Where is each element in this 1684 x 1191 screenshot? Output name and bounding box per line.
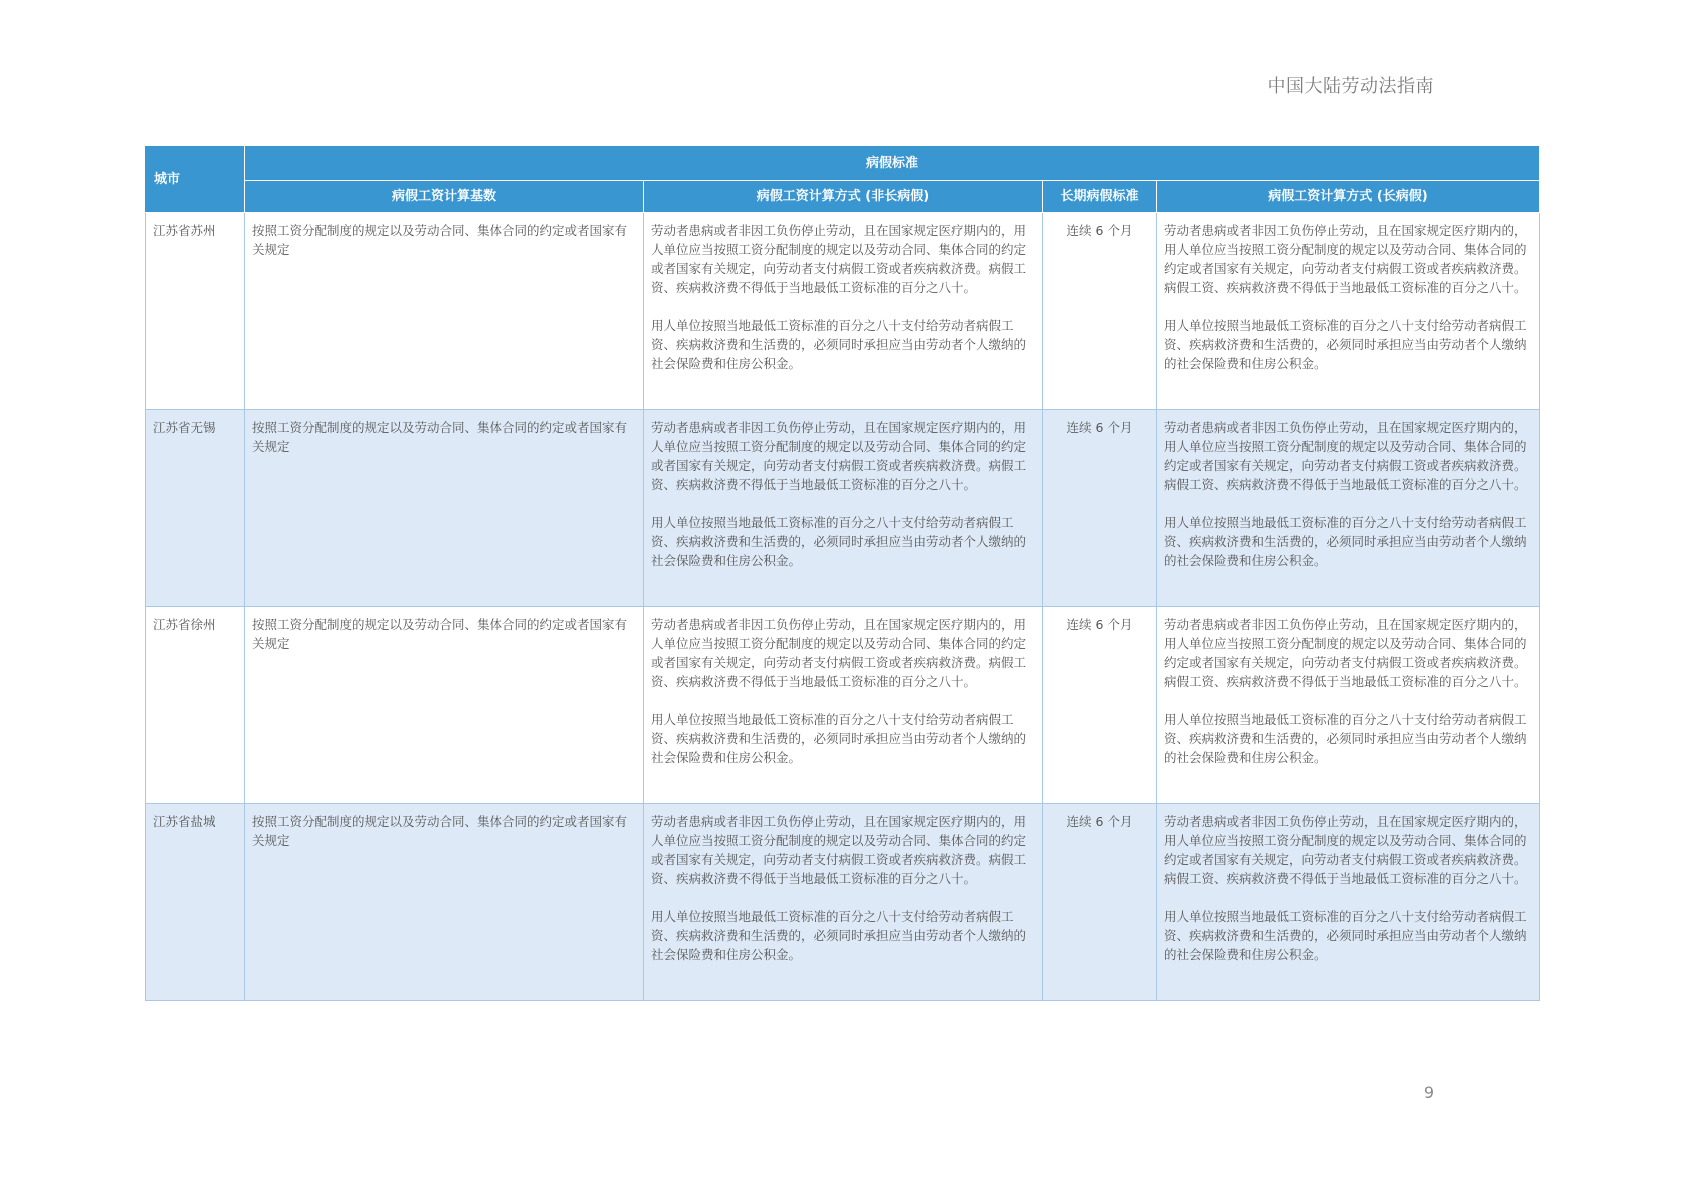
normal-calculation-paragraph: 劳动者患病或者非因工负伤停止劳动，且在国家规定医疗期内的，用人单位应当按照工资分配制度的规定以及劳动合同、集体合同的约定或者国家有关规定，向劳动者支付病假工资或者疾病救济费。病假工资、疾病救济费不得低于当地最低工资标准的百分之八十。 — [651, 420, 1027, 492]
normal-calculation-cell — [644, 410, 1043, 607]
city-cell: 江苏省无锡 — [146, 410, 245, 607]
long-term-calculation-paragraph: 用人单位按照当地最低工资标准的百分之八十支付给劳动者病假工资、疾病救济费和生活费的，必须同时承担应当由劳动者个人缴纳的社会保险费和住房公积金。 — [1164, 712, 1527, 765]
long-term-standard-cell: 连续 6 个月 — [1043, 607, 1157, 804]
page-number: 9 — [1423, 1083, 1434, 1102]
column-header-long-term-calculation: 病假工资计算方式 (长病假) — [1157, 181, 1540, 213]
wage-basis-cell: 按照工资分配制度的规定以及劳动合同、集体合同的约定或者国家有关规定 — [245, 804, 644, 1001]
table-row — [146, 607, 1540, 804]
city-cell: 江苏省苏州 — [146, 213, 245, 410]
long-term-calculation-cell — [1157, 607, 1540, 804]
long-term-calculation-cell — [1157, 213, 1540, 410]
sick-leave-table — [145, 145, 1540, 1001]
normal-calculation-paragraph: 劳动者患病或者非因工负伤停止劳动，且在国家规定医疗期内的，用人单位应当按照工资分配制度的规定以及劳动合同、集体合同的约定或者国家有关规定，向劳动者支付病假工资或者疾病救济费。病假工资、疾病救济费不得低于当地最低工资标准的百分之八十。 — [651, 814, 1027, 886]
table-body — [146, 213, 1540, 1001]
long-term-standard-cell: 连续 6 个月 — [1043, 410, 1157, 607]
column-header-city: 城市 — [146, 146, 245, 213]
table-row — [146, 804, 1540, 1001]
table-row — [146, 213, 1540, 410]
long-term-calculation-paragraph: 用人单位按照当地最低工资标准的百分之八十支付给劳动者病假工资、疾病救济费和生活费的，必须同时承担应当由劳动者个人缴纳的社会保险费和住房公积金。 — [1164, 515, 1527, 568]
long-term-standard-cell: 连续 6 个月 — [1043, 804, 1157, 1001]
long-term-standard-cell: 连续 6 个月 — [1043, 213, 1157, 410]
normal-calculation-paragraph: 用人单位按照当地最低工资标准的百分之八十支付给劳动者病假工资、疾病救济费和生活费的，必须同时承担应当由劳动者个人缴纳的社会保险费和住房公积金。 — [651, 909, 1027, 962]
long-term-calculation-paragraph: 用人单位按照当地最低工资标准的百分之八十支付给劳动者病假工资、疾病救济费和生活费的，必须同时承担应当由劳动者个人缴纳的社会保险费和住房公积金。 — [1164, 318, 1527, 371]
normal-calculation-cell — [644, 213, 1043, 410]
normal-calculation-cell — [644, 804, 1043, 1001]
column-group-header-sick-leave-standard: 病假标准 — [245, 146, 1540, 181]
long-term-calculation-paragraph: 劳动者患病或者非因工负伤停止劳动，且在国家规定医疗期内的，用人单位应当按照工资分配制度的规定以及劳动合同、集体合同的约定或者国家有关规定，向劳动者支付病假工资或者疾病救济费。病假工资、疾病救济费不得低于当地最低工资标准的百分之八十。 — [1164, 814, 1527, 886]
normal-calculation-cell — [644, 607, 1043, 804]
normal-calculation-paragraph: 用人单位按照当地最低工资标准的百分之八十支付给劳动者病假工资、疾病救济费和生活费的，必须同时承担应当由劳动者个人缴纳的社会保险费和住房公积金。 — [651, 318, 1027, 371]
normal-calculation-paragraph: 用人单位按照当地最低工资标准的百分之八十支付给劳动者病假工资、疾病救济费和生活费的，必须同时承担应当由劳动者个人缴纳的社会保险费和住房公积金。 — [651, 515, 1027, 568]
long-term-calculation-paragraph: 劳动者患病或者非因工负伤停止劳动，且在国家规定医疗期内的，用人单位应当按照工资分配制度的规定以及劳动合同、集体合同的约定或者国家有关规定，向劳动者支付病假工资或者疾病救济费。病假工资、疾病救济费不得低于当地最低工资标准的百分之八十。 — [1164, 223, 1527, 295]
city-cell: 江苏省盐城 — [146, 804, 245, 1001]
long-term-calculation-cell — [1157, 804, 1540, 1001]
wage-basis-cell: 按照工资分配制度的规定以及劳动合同、集体合同的约定或者国家有关规定 — [245, 607, 644, 804]
wage-basis-cell: 按照工资分配制度的规定以及劳动合同、集体合同的约定或者国家有关规定 — [245, 410, 644, 607]
long-term-calculation-paragraph: 劳动者患病或者非因工负伤停止劳动，且在国家规定医疗期内的，用人单位应当按照工资分配制度的规定以及劳动合同、集体合同的约定或者国家有关规定，向劳动者支付病假工资或者疾病救济费。病假工资、疾病救济费不得低于当地最低工资标准的百分之八十。 — [1164, 617, 1527, 689]
normal-calculation-paragraph: 劳动者患病或者非因工负伤停止劳动，且在国家规定医疗期内的，用人单位应当按照工资分配制度的规定以及劳动合同、集体合同的约定或者国家有关规定，向劳动者支付病假工资或者疾病救济费。病假工资、疾病救济费不得低于当地最低工资标准的百分之八十。 — [651, 223, 1027, 295]
document-header-title: 中国大陆劳动法指南 — [1267, 76, 1434, 97]
wage-basis-cell: 按照工资分配制度的规定以及劳动合同、集体合同的约定或者国家有关规定 — [245, 213, 644, 410]
column-header-normal-calculation: 病假工资计算方式 (非长病假) — [644, 181, 1043, 213]
long-term-calculation-cell — [1157, 410, 1540, 607]
normal-calculation-paragraph: 用人单位按照当地最低工资标准的百分之八十支付给劳动者病假工资、疾病救济费和生活费的，必须同时承担应当由劳动者个人缴纳的社会保险费和住房公积金。 — [651, 712, 1027, 765]
table-row — [146, 410, 1540, 607]
long-term-calculation-paragraph: 用人单位按照当地最低工资标准的百分之八十支付给劳动者病假工资、疾病救济费和生活费的，必须同时承担应当由劳动者个人缴纳的社会保险费和住房公积金。 — [1164, 909, 1527, 962]
column-header-long-term-standard: 长期病假标准 — [1043, 181, 1157, 213]
long-term-calculation-paragraph: 劳动者患病或者非因工负伤停止劳动，且在国家规定医疗期内的，用人单位应当按照工资分配制度的规定以及劳动合同、集体合同的约定或者国家有关规定，向劳动者支付病假工资或者疾病救济费。病假工资、疾病救济费不得低于当地最低工资标准的百分之八十。 — [1164, 420, 1527, 492]
normal-calculation-paragraph: 劳动者患病或者非因工负伤停止劳动，且在国家规定医疗期内的，用人单位应当按照工资分配制度的规定以及劳动合同、集体合同的约定或者国家有关规定，向劳动者支付病假工资或者疾病救济费。病假工资、疾病救济费不得低于当地最低工资标准的百分之八十。 — [651, 617, 1027, 689]
column-header-wage-basis: 病假工资计算基数 — [245, 181, 644, 213]
table-header — [146, 146, 1540, 213]
city-cell: 江苏省徐州 — [146, 607, 245, 804]
